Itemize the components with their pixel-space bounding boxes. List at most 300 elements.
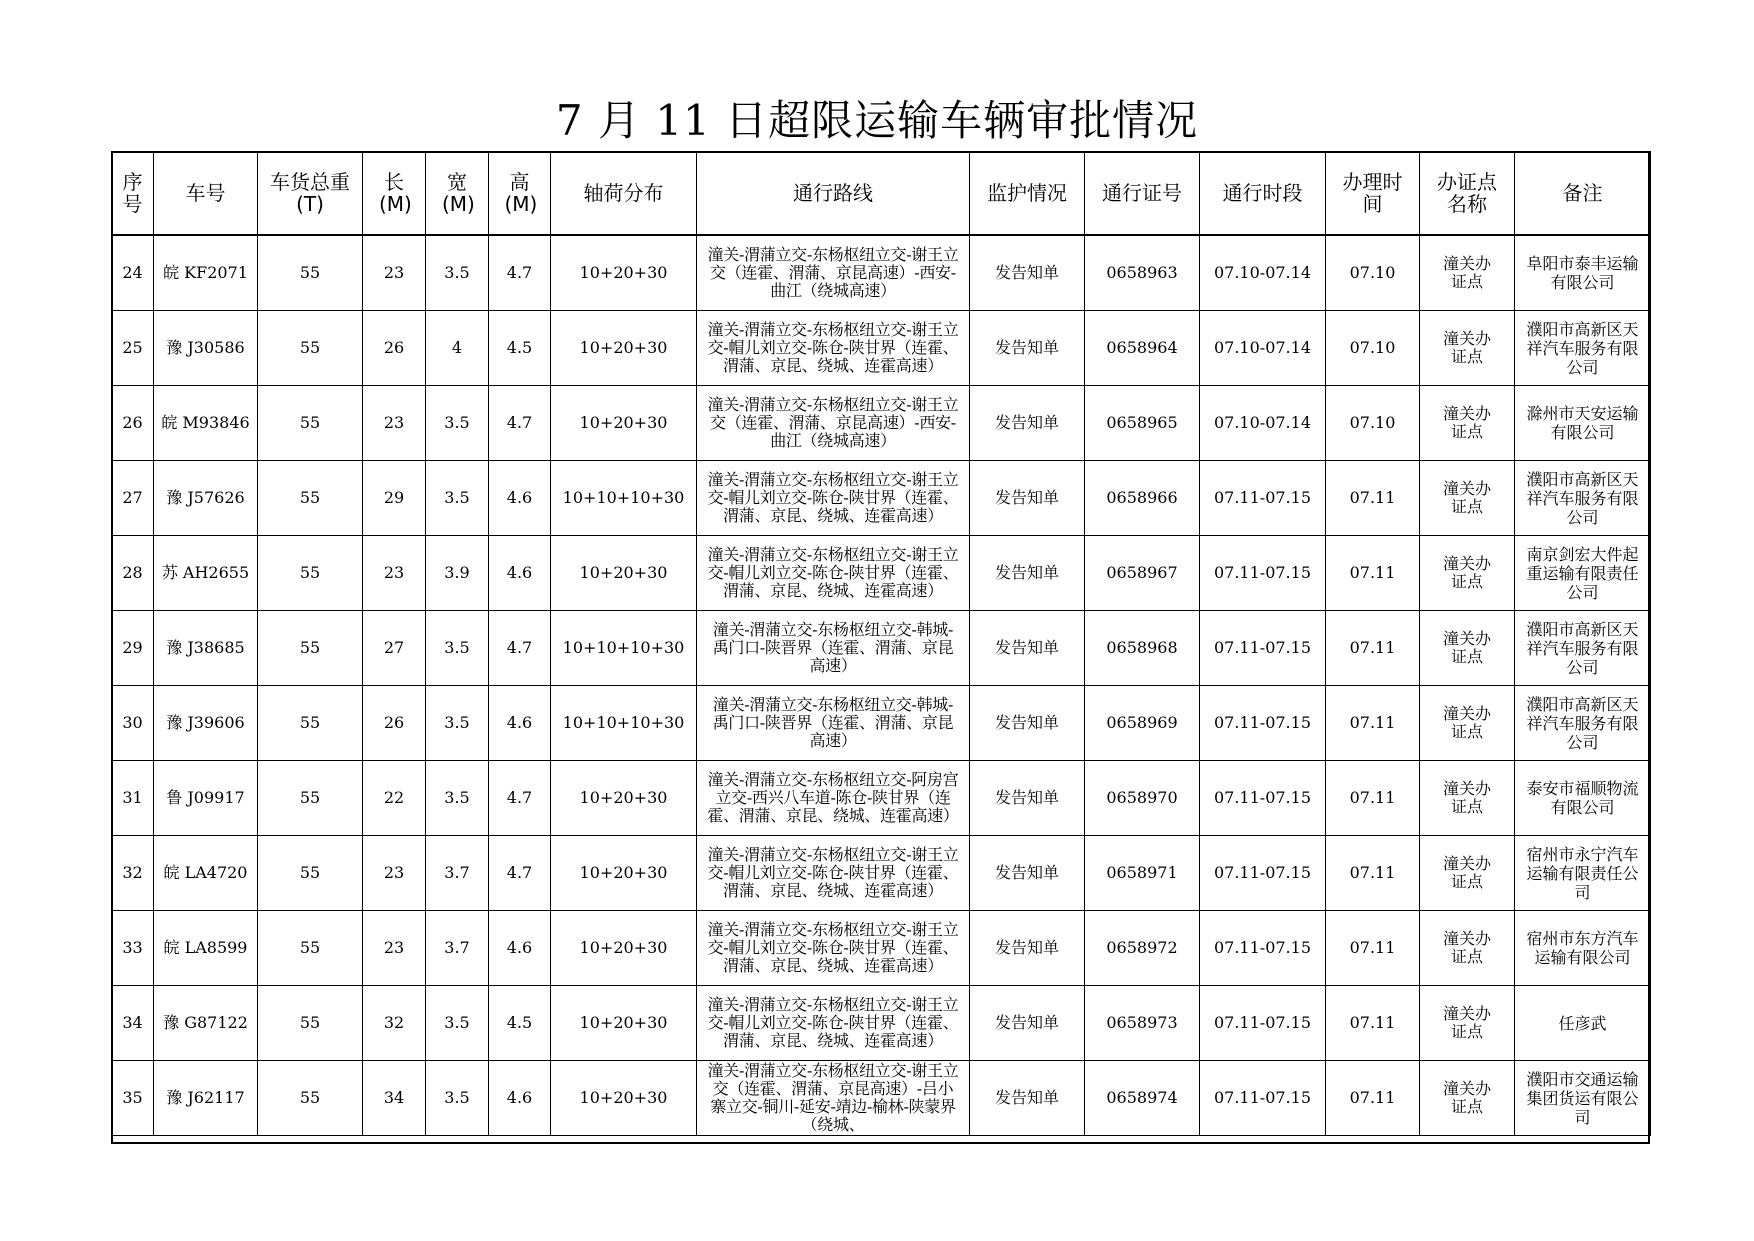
cell-height-text: 4.7 <box>506 413 533 432</box>
cell-office <box>1420 311 1515 386</box>
cell-length-text: 32 <box>383 1013 405 1032</box>
cell-period <box>1200 311 1326 386</box>
col-header-remark: 备注 <box>1515 152 1651 236</box>
cell-length <box>363 911 426 986</box>
cell-office-text: 潼关办证点 <box>1442 1004 1491 1041</box>
cell-weight <box>258 235 363 311</box>
cell-length <box>363 686 426 761</box>
cell-permit-text: 0658973 <box>1106 1013 1178 1032</box>
cell-period-text: 07.11-07.15 <box>1213 713 1311 732</box>
cell-weight <box>258 611 363 686</box>
cell-date-text: 07.10 <box>1349 413 1396 432</box>
cell-date-text: 07.11 <box>1349 563 1396 582</box>
cell-escort <box>970 911 1085 986</box>
cell-permit-text: 0658974 <box>1106 1088 1178 1107</box>
col-header-office: 办证点名称 <box>1420 152 1515 236</box>
cell-height <box>489 311 551 386</box>
cell-office <box>1420 761 1515 836</box>
cell-length-text: 34 <box>383 1088 405 1107</box>
cell-weight-text: 55 <box>299 563 321 582</box>
cell-date-text: 07.11 <box>1349 788 1396 807</box>
cell-route <box>697 611 970 686</box>
cell-weight-text: 55 <box>299 788 321 807</box>
cell-route-text: 潼关-渭蒲立交-东杨枢纽立交-谢王立交-帽儿刘立交-陈仓-陕甘界（连霍、渭蒲、京昆、绕城、连霍高速） <box>707 470 959 525</box>
cell-date-text: 07.11 <box>1349 863 1396 882</box>
cell-office-text: 潼关办证点 <box>1442 1079 1491 1116</box>
cell-length-text: 22 <box>383 788 405 807</box>
cell-height <box>489 1061 551 1136</box>
cell-plate-text: 豫 J30586 <box>166 338 245 357</box>
cell-plate-text: 皖 LA8599 <box>163 938 248 957</box>
cell-axle <box>551 911 697 986</box>
cell-escort-text: 发告知单 <box>994 1088 1059 1107</box>
cell-axle <box>551 461 697 536</box>
cell-office <box>1420 1061 1515 1136</box>
table-row <box>112 235 1651 311</box>
cell-axle-text: 10+20+30 <box>579 938 668 957</box>
cell-escort-text: 发告知单 <box>994 938 1059 957</box>
cell-height-text: 4.6 <box>506 713 533 732</box>
cell-office-text: 潼关办证点 <box>1442 254 1491 291</box>
cell-remark-text: 滁州市天安运输有限公司 <box>1526 404 1639 442</box>
cell-height-text: 4.6 <box>506 488 533 507</box>
cell-no-text: 26 <box>122 413 143 432</box>
cell-office <box>1420 461 1515 536</box>
cell-plate <box>154 986 258 1061</box>
table-row <box>112 311 1651 386</box>
cell-route <box>697 836 970 911</box>
cell-weight-text: 55 <box>299 713 321 732</box>
cell-axle-text: 10+20+30 <box>579 1013 668 1032</box>
cell-remark-text: 阜阳市泰丰运输有限公司 <box>1526 254 1639 292</box>
cell-weight-text: 55 <box>299 1013 321 1032</box>
cell-date-text: 07.11 <box>1349 713 1396 732</box>
cell-office-text: 潼关办证点 <box>1442 629 1491 666</box>
cell-route <box>697 536 970 611</box>
cell-date <box>1326 911 1420 986</box>
col-header-plate: 车号 <box>154 152 258 236</box>
cell-plate-text: 豫 G87122 <box>163 1013 248 1032</box>
cell-period <box>1200 536 1326 611</box>
cell-width <box>426 911 489 986</box>
cell-period <box>1200 461 1326 536</box>
cell-axle-text: 10+20+30 <box>579 788 668 807</box>
cell-period-text: 07.11-07.15 <box>1213 1013 1311 1032</box>
cell-permit-text: 0658969 <box>1106 713 1178 732</box>
cell-route-text: 潼关-渭蒲立交-东杨枢纽立交-谢王立交-帽儿刘立交-陈仓-陕甘界（连霍、渭蒲、京昆、绕城、连霍高速） <box>707 845 959 900</box>
cell-width-text: 3.7 <box>444 938 470 957</box>
cell-height-text: 4.5 <box>506 1013 533 1032</box>
cell-office-text: 潼关办证点 <box>1442 704 1491 741</box>
cell-height <box>489 386 551 461</box>
cell-date <box>1326 686 1420 761</box>
cell-route-text: 潼关-渭蒲立交-东杨枢纽立交-谢王立交-帽儿刘立交-陈仓-陕甘界（连霍、渭蒲、京昆、绕城、连霍高速） <box>707 320 959 375</box>
table-row <box>112 911 1651 986</box>
cell-route <box>697 235 970 311</box>
cell-plate <box>154 1061 258 1136</box>
cell-plate <box>154 235 258 311</box>
cell-plate <box>154 461 258 536</box>
cell-date-text: 07.11 <box>1349 938 1396 957</box>
cell-axle-text: 10+20+30 <box>579 563 668 582</box>
cell-remark <box>1515 386 1651 461</box>
page-title: 7 月 11 日超限运输车辆审批情况 <box>555 96 1199 145</box>
col-header-route: 通行路线 <box>697 152 970 236</box>
cell-axle-text: 10+10+10+30 <box>562 638 685 657</box>
cell-remark-text: 宿州市东方汽车运输有限公司 <box>1526 929 1639 967</box>
cell-route-text: 潼关-渭蒲立交-东杨枢纽立交-谢王立交（连霍、渭蒲、京昆高速）-西安-曲江（绕城高速） <box>707 245 959 300</box>
cell-plate <box>154 311 258 386</box>
col-header-axle: 轴荷分布 <box>551 152 697 236</box>
cell-permit-text: 0658965 <box>1106 413 1178 432</box>
cell-height-text: 4.6 <box>506 563 533 582</box>
cell-period-text: 07.10-07.14 <box>1213 413 1311 432</box>
cell-office <box>1420 611 1515 686</box>
cell-escort-text: 发告知单 <box>994 638 1059 657</box>
cell-height <box>489 536 551 611</box>
cell-width <box>426 761 489 836</box>
cell-office <box>1420 911 1515 986</box>
cell-escort <box>970 235 1085 311</box>
cell-no <box>112 386 154 461</box>
cell-remark-text: 任彦武 <box>1558 1013 1607 1033</box>
cell-route-text: 潼关-渭蒲立交-东杨枢纽立交-谢王立交-帽儿刘立交-陈仓-陕甘界（连霍、渭蒲、京昆、绕城、连霍高速） <box>707 545 959 600</box>
cell-period <box>1200 761 1326 836</box>
cell-remark <box>1515 761 1651 836</box>
cell-height <box>489 611 551 686</box>
col-header-no: 序号 <box>112 152 154 236</box>
cell-period-text: 07.11-07.15 <box>1213 638 1311 657</box>
cell-length-text: 23 <box>383 863 405 882</box>
cell-weight <box>258 836 363 911</box>
cell-no-text: 30 <box>122 713 143 732</box>
cell-period <box>1200 1061 1326 1136</box>
cell-length <box>363 235 426 311</box>
cell-no-text: 25 <box>122 338 143 357</box>
cell-weight-text: 55 <box>299 338 321 357</box>
cell-length <box>363 536 426 611</box>
cell-office-text: 潼关办证点 <box>1442 404 1491 441</box>
cell-plate <box>154 386 258 461</box>
cell-period <box>1200 386 1326 461</box>
cell-height-text: 4.7 <box>506 263 533 282</box>
cell-escort-text: 发告知单 <box>994 563 1059 582</box>
cell-height-text: 4.6 <box>506 1088 533 1107</box>
cell-permit <box>1085 611 1200 686</box>
col-header-permit: 通行证号 <box>1085 152 1200 236</box>
cell-route-text: 潼关-渭蒲立交-东杨枢纽立交-谢王立交-帽儿刘立交-陈仓-陕甘界（连霍、渭蒲、京昆、绕城、连霍高速） <box>707 995 959 1050</box>
cell-permit-text: 0658972 <box>1106 938 1178 957</box>
cell-permit <box>1085 311 1200 386</box>
cell-date <box>1326 536 1420 611</box>
cell-weight <box>258 536 363 611</box>
cell-date-text: 07.11 <box>1349 488 1396 507</box>
cell-axle-text: 10+20+30 <box>579 863 668 882</box>
cell-height <box>489 235 551 311</box>
cell-period <box>1200 686 1326 761</box>
cell-axle <box>551 1061 697 1136</box>
cell-period-text: 07.10-07.14 <box>1213 338 1311 357</box>
cell-axle <box>551 311 697 386</box>
cell-length-text: 29 <box>383 488 405 507</box>
cell-permit-text: 0658966 <box>1106 488 1178 507</box>
cell-remark-text: 濮阳市高新区天祥汽车服务有限公司 <box>1526 694 1639 752</box>
cell-remark-text: 南京剑宏大件起重运输有限责任公司 <box>1526 544 1639 602</box>
cell-length-text: 23 <box>383 263 405 282</box>
cell-permit <box>1085 911 1200 986</box>
table-row <box>112 986 1651 1061</box>
cell-axle-text: 10+10+10+30 <box>562 713 685 732</box>
cell-date <box>1326 1061 1420 1136</box>
cell-office-text: 潼关办证点 <box>1442 929 1491 966</box>
cell-remark-text: 濮阳市高新区天祥汽车服务有限公司 <box>1526 469 1639 527</box>
cell-escort-text: 发告知单 <box>994 263 1059 282</box>
cell-period <box>1200 836 1326 911</box>
cell-weight-text: 55 <box>299 413 321 432</box>
cell-permit <box>1085 461 1200 536</box>
cell-period <box>1200 235 1326 311</box>
cell-office-text: 潼关办证点 <box>1442 554 1491 591</box>
cell-height <box>489 461 551 536</box>
cell-office-text: 潼关办证点 <box>1442 779 1491 816</box>
approval-table <box>111 151 1651 1136</box>
cell-axle <box>551 611 697 686</box>
cell-axle <box>551 836 697 911</box>
cell-no-text: 35 <box>122 1088 143 1107</box>
cell-date <box>1326 611 1420 686</box>
cell-route <box>697 311 970 386</box>
cell-escort-text: 发告知单 <box>994 713 1059 732</box>
table-row <box>112 761 1651 836</box>
cell-plate <box>154 611 258 686</box>
cell-weight <box>258 461 363 536</box>
table-row <box>112 836 1651 911</box>
cell-weight <box>258 911 363 986</box>
cell-office-text: 潼关办证点 <box>1442 329 1491 366</box>
cell-date-text: 07.11 <box>1349 1088 1396 1107</box>
table-row <box>112 1061 1651 1136</box>
cell-period-text: 07.11-07.15 <box>1213 488 1311 507</box>
cell-height-text: 4.5 <box>506 338 533 357</box>
cell-plate-text: 皖 M93846 <box>161 413 250 432</box>
cell-date <box>1326 386 1420 461</box>
cell-permit <box>1085 761 1200 836</box>
cell-remark <box>1515 836 1651 911</box>
cell-remark <box>1515 461 1651 536</box>
cell-no-text: 27 <box>122 488 143 507</box>
cell-date-text: 07.10 <box>1349 338 1396 357</box>
cell-length-text: 26 <box>383 338 405 357</box>
cell-permit-text: 0658964 <box>1106 338 1178 357</box>
cell-axle <box>551 386 697 461</box>
cell-width-text: 4 <box>451 338 463 357</box>
cell-plate-text: 苏 AH2655 <box>161 563 250 582</box>
cell-route <box>697 461 970 536</box>
cell-plate-text: 豫 J62117 <box>166 1088 245 1107</box>
cell-no <box>112 1061 154 1136</box>
col-header-length: 长(M) <box>363 152 426 236</box>
cell-weight-text: 55 <box>299 863 321 882</box>
cell-date-text: 07.11 <box>1349 1013 1396 1032</box>
cell-no <box>112 836 154 911</box>
cell-width <box>426 986 489 1061</box>
cell-width <box>426 235 489 311</box>
cell-period-text: 07.11-07.15 <box>1213 563 1311 582</box>
cell-width-text: 3.5 <box>444 263 470 282</box>
cell-width-text: 3.5 <box>444 413 470 432</box>
cell-no <box>112 311 154 386</box>
cell-route-text: 潼关-渭蒲立交-东杨枢纽立交-韩城-禹门口-陕晋界（连霍、渭蒲、京昆高速） <box>712 695 954 750</box>
cell-weight <box>258 386 363 461</box>
cell-width-text: 3.5 <box>444 788 470 807</box>
cell-date-text: 07.10 <box>1349 263 1396 282</box>
cell-remark <box>1515 1061 1651 1136</box>
cell-date <box>1326 311 1420 386</box>
cell-route <box>697 986 970 1061</box>
cell-date <box>1326 836 1420 911</box>
cell-office <box>1420 536 1515 611</box>
cell-length <box>363 461 426 536</box>
cell-permit-text: 0658971 <box>1106 863 1178 882</box>
cell-office <box>1420 986 1515 1061</box>
cell-date <box>1326 986 1420 1061</box>
cell-weight-text: 55 <box>299 1088 321 1107</box>
cell-width-text: 3.5 <box>444 1088 470 1107</box>
cell-escort <box>970 386 1085 461</box>
cell-height-text: 4.7 <box>506 788 533 807</box>
cell-width-text: 3.5 <box>444 1013 470 1032</box>
cell-escort <box>970 1061 1085 1136</box>
cell-no <box>112 461 154 536</box>
cell-axle <box>551 686 697 761</box>
cell-width <box>426 1061 489 1136</box>
cell-permit <box>1085 986 1200 1061</box>
cell-plate <box>154 686 258 761</box>
cell-no-text: 29 <box>122 638 143 657</box>
cell-axle-text: 10+20+30 <box>579 263 668 282</box>
cell-height <box>489 836 551 911</box>
cell-length-text: 27 <box>383 638 405 657</box>
cell-date <box>1326 235 1420 311</box>
cell-width <box>426 686 489 761</box>
cell-permit <box>1085 836 1200 911</box>
cell-permit <box>1085 235 1200 311</box>
cell-weight <box>258 686 363 761</box>
cell-length <box>363 311 426 386</box>
cell-length-text: 23 <box>383 563 405 582</box>
cell-axle <box>551 235 697 311</box>
cell-axle-text: 10+20+30 <box>579 1088 668 1107</box>
col-header-period: 通行时段 <box>1200 152 1326 236</box>
cell-length-text: 23 <box>383 413 405 432</box>
col-header-height: 高(M) <box>489 152 551 236</box>
cell-period-text: 07.11-07.15 <box>1213 863 1311 882</box>
cell-escort <box>970 761 1085 836</box>
table-row <box>112 536 1651 611</box>
col-header-date: 办理时间 <box>1326 152 1420 236</box>
cell-height <box>489 686 551 761</box>
cell-route <box>697 386 970 461</box>
cell-axle <box>551 986 697 1061</box>
cell-escort <box>970 311 1085 386</box>
cell-period <box>1200 911 1326 986</box>
cell-period <box>1200 986 1326 1061</box>
cell-route-text: 潼关-渭蒲立交-东杨枢纽立交-阿房宫立交-西兴八车道-陈仓-陕甘界（连霍、渭蒲、京昆、绕城、连霍高速） <box>707 770 959 825</box>
cell-length <box>363 761 426 836</box>
cell-period <box>1200 611 1326 686</box>
cell-office-text: 潼关办证点 <box>1442 479 1491 516</box>
cell-weight <box>258 761 363 836</box>
cell-remark-text: 泰安市福顺物流有限公司 <box>1526 779 1639 817</box>
cell-width <box>426 386 489 461</box>
cell-length <box>363 611 426 686</box>
cell-route-text: 潼关-渭蒲立交-东杨枢纽立交-谢王立交（连霍、渭蒲、京昆高速）-西安-曲江（绕城高速） <box>707 395 959 450</box>
cell-weight <box>258 986 363 1061</box>
cell-plate-text: 鲁 J09917 <box>166 788 245 807</box>
cell-route-text: 潼关-渭蒲立交-东杨枢纽立交-谢王立交（连霍、渭蒲、京昆高速）-吕小寨立交-铜川-延安-靖边-榆林-陕蒙界（绕城、 <box>707 1061 959 1134</box>
table-row <box>112 461 1651 536</box>
cell-plate-text: 豫 J39606 <box>166 713 245 732</box>
cell-width-text: 3.5 <box>444 638 470 657</box>
cell-length <box>363 1061 426 1136</box>
cell-no-text: 33 <box>122 938 143 957</box>
cell-width-text: 3.7 <box>444 863 470 882</box>
table-row <box>112 686 1651 761</box>
cell-permit-text: 0658970 <box>1106 788 1178 807</box>
cell-weight <box>258 311 363 386</box>
cell-escort <box>970 536 1085 611</box>
cell-plate-text: 豫 J57626 <box>166 488 245 507</box>
cell-permit-text: 0658967 <box>1106 563 1178 582</box>
cell-office <box>1420 235 1515 311</box>
cell-remark <box>1515 686 1651 761</box>
cell-no-text: 31 <box>122 788 143 807</box>
cell-office <box>1420 686 1515 761</box>
cell-plate <box>154 836 258 911</box>
cell-no <box>112 761 154 836</box>
cell-permit <box>1085 686 1200 761</box>
cell-no-text: 34 <box>122 1013 143 1032</box>
cell-date <box>1326 761 1420 836</box>
cell-remark <box>1515 536 1651 611</box>
cell-width-text: 3.5 <box>444 488 470 507</box>
cell-remark-text: 宿州市永宁汽车运输有限责任公司 <box>1526 844 1639 902</box>
col-header-escort: 监护情况 <box>970 152 1085 236</box>
cell-width-text: 3.9 <box>444 563 470 582</box>
cell-office-text: 潼关办证点 <box>1442 854 1491 891</box>
cell-no-text: 28 <box>122 563 143 582</box>
cell-no <box>112 235 154 311</box>
cell-plate-text: 豫 J38685 <box>166 638 245 657</box>
cell-escort-text: 发告知单 <box>994 1013 1059 1032</box>
cell-height-text: 4.6 <box>506 938 533 957</box>
cell-axle-text: 10+20+30 <box>579 338 668 357</box>
cell-period-text: 07.11-07.15 <box>1213 938 1311 957</box>
cell-period-text: 07.11-07.15 <box>1213 788 1311 807</box>
cell-no <box>112 986 154 1061</box>
cell-remark-text: 濮阳市高新区天祥汽车服务有限公司 <box>1526 319 1639 377</box>
cell-date <box>1326 461 1420 536</box>
cell-no <box>112 686 154 761</box>
cell-length <box>363 386 426 461</box>
cell-width <box>426 536 489 611</box>
cell-remark <box>1515 986 1651 1061</box>
cell-date-text: 07.11 <box>1349 638 1396 657</box>
cell-permit <box>1085 386 1200 461</box>
cell-remark <box>1515 311 1651 386</box>
cell-route-text: 潼关-渭蒲立交-东杨枢纽立交-韩城-禹门口-陕晋界（连霍、渭蒲、京昆高速） <box>712 620 954 675</box>
cell-permit <box>1085 1061 1200 1136</box>
